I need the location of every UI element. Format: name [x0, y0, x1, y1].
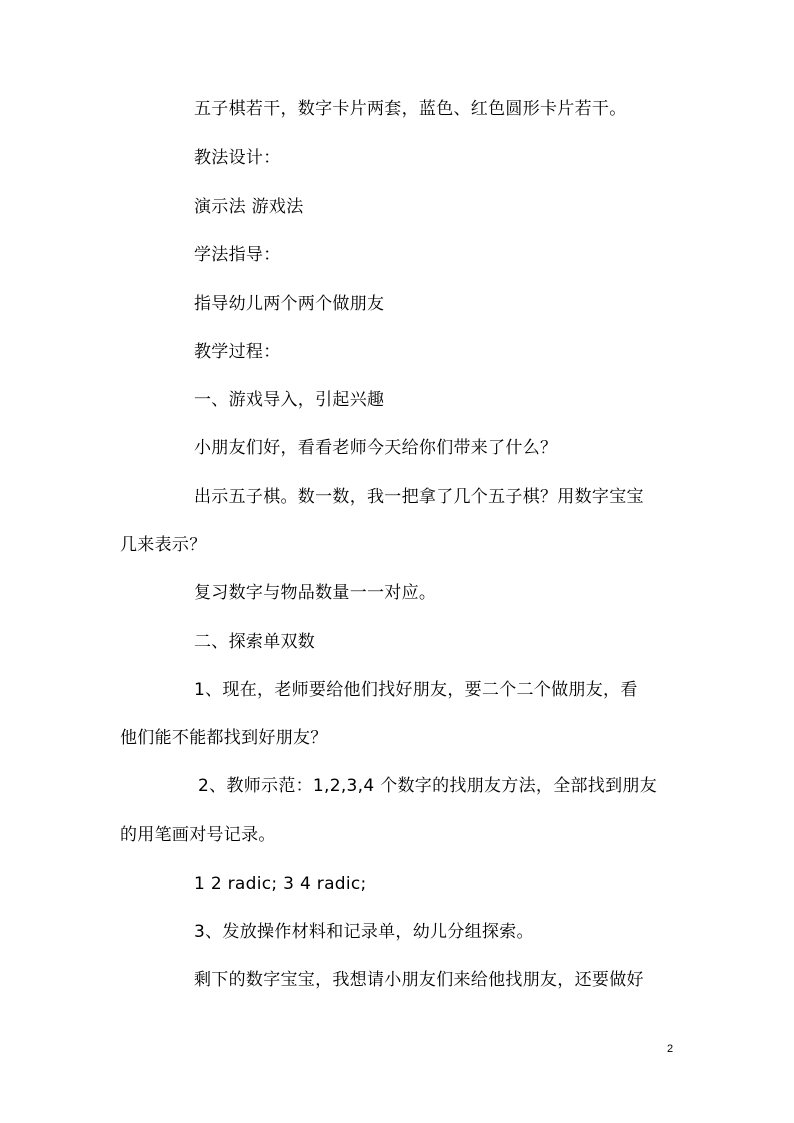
text-line: 剩下的数字宝宝，我想请小朋友们来给他找朋友，还要做好: [194, 970, 644, 990]
text-line: 出示五子棋。数一数，我一把拿了几个五子棋？用数字宝宝: [194, 487, 644, 507]
text-line: 指导幼儿两个两个做朋友: [194, 294, 385, 314]
text-line: 演示法 游戏法: [194, 197, 304, 217]
text-line: 小朋友们好，看看老师今天给你们带来了什么？: [194, 438, 558, 458]
text-line: 五子棋若干，数字卡片两套，蓝色、红色圆形卡片若干。: [194, 99, 627, 119]
text-line: 几来表示？: [120, 535, 207, 555]
text-line: 1、现在，老师要给他们找好朋友，要二个二个做朋友，看: [194, 680, 638, 700]
text-line: 2、教师示范：1,2,3,4 个数字的找朋友方法，全部找到朋友: [198, 776, 657, 796]
section-heading: 教法设计：: [194, 148, 281, 168]
text-line: 复习数字与物品数量一一对应。: [194, 583, 437, 603]
section-heading: 学法指导：: [194, 245, 281, 265]
section-heading: 教学过程：: [194, 342, 281, 362]
text-line: 3、发放操作材料和记录单，幼儿分组探索。: [194, 922, 534, 942]
text-line: 他们能不能都找到好朋友？: [120, 728, 328, 748]
text-line: 的用笔画对号记录。: [120, 825, 276, 845]
section-heading: 二、探索单双数: [194, 632, 316, 652]
section-heading: 一、游戏导入，引起兴趣: [194, 390, 385, 410]
page-number: 2: [667, 1043, 674, 1055]
text-line: 1 2 radic; 3 4 radic;: [194, 874, 367, 894]
